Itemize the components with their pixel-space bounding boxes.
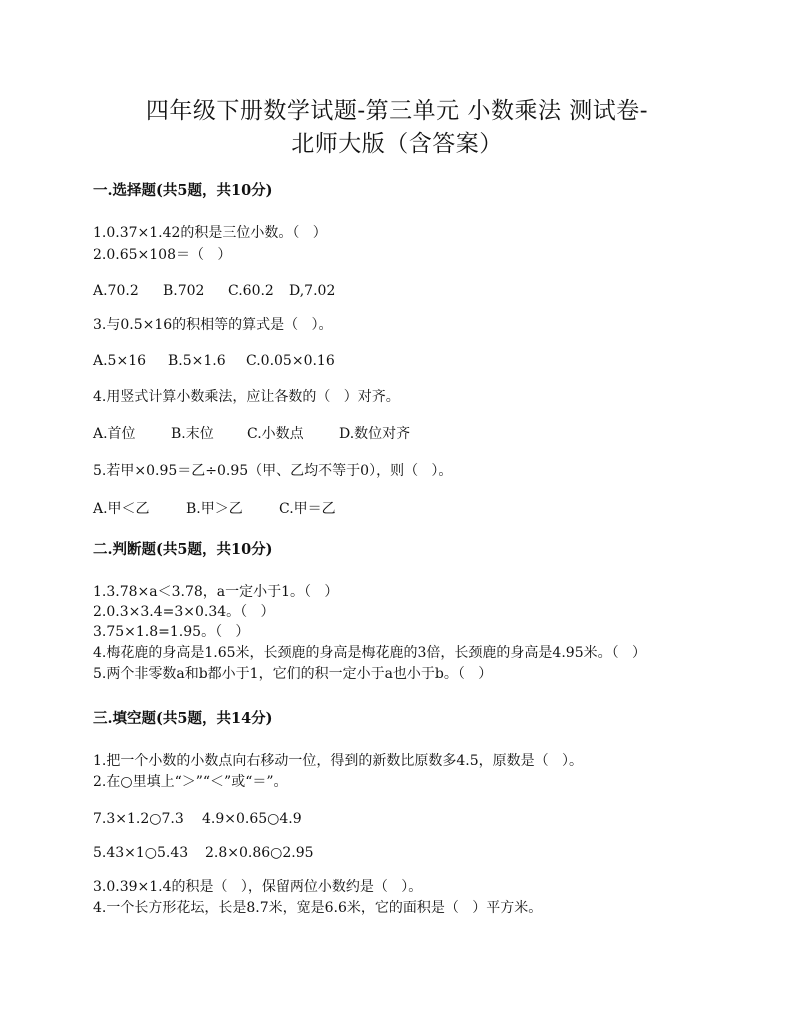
s3-q2-item: 7.3×1.2○7.3	[93, 811, 184, 827]
s1-q2-option-a: A.70.2	[93, 283, 139, 299]
s1-q3-option-a: A.5×16	[93, 353, 147, 369]
s3-question-4: 4.一个长方形花坛，长是8.7米，宽是6.6米，它的面积是（ ）平方米。	[93, 900, 543, 916]
s1-q2-option-b: B.702	[163, 283, 205, 299]
s3-question-1: 1.把一个小数的小数点向右移动一位，得到的新数比原数多4.5，原数是（ ）。	[93, 753, 583, 769]
s1-question-1: 1.0.37×1.42的积是三位小数。（ ）	[93, 225, 327, 241]
s2-question-4: 4.梅花鹿的身高是1.65米，长颈鹿的身高是梅花鹿的3倍，长颈鹿的身高是4.95米。（ ）	[93, 645, 646, 661]
s3-q2-item: 2.8×0.86○2.95	[205, 845, 314, 861]
section1-heading: 一.选择题(共5题，共10分)	[93, 182, 273, 199]
s1-q2-option-c: C.60.2	[228, 283, 274, 299]
s1-q4-option-b: B.末位	[171, 426, 214, 442]
s1-q5-option-b: B.甲＞乙	[186, 501, 243, 517]
s1-question-4: 4.用竖式计算小数乘法，应让各数的（ ）对齐。	[93, 389, 400, 405]
s1-q4-option-a: A.首位	[93, 426, 136, 442]
s1-q4-option-c: C.小数点	[247, 426, 304, 442]
s2-question-3: 3.75×1.8=1.95。（ ）	[93, 624, 250, 640]
section2-heading: 二.判断题(共5题，共10分)	[93, 541, 273, 558]
s1-q5-option-c: C.甲＝乙	[279, 501, 336, 517]
page-title-line2: 北师大版（含答案）	[291, 131, 503, 157]
s2-question-2: 2.0.3×3.4=3×0.34。（ ）	[93, 604, 275, 620]
s3-q2-item: 4.9×0.65○4.9	[202, 811, 302, 827]
s1-q5-option-a: A.甲＜乙	[93, 501, 150, 517]
s1-q3-option-c: C.0.05×0.16	[246, 353, 335, 369]
s3-question-3: 3.0.39×1.4的积是（ ），保留两位小数约是（ ）。	[93, 879, 423, 895]
s1-question-2: 2.0.65×108＝（ ）	[93, 247, 232, 263]
s3-question-2: 2.在○里填上“＞”“＜”或“＝”。	[93, 774, 288, 790]
section3-heading: 三.填空题(共5题，共14分)	[93, 710, 273, 727]
s1-question-3: 3.与0.5×16的积相等的算式是（ ）。	[93, 317, 333, 333]
s2-question-1: 1.3.78×a＜3.78，a一定小于1。（ ）	[93, 584, 339, 600]
page-title-line1: 四年级下册数学试题-第三单元 小数乘法 测试卷-	[145, 98, 649, 124]
s3-q2-item: 5.43×1○5.43	[93, 845, 189, 861]
s1-q4-option-d: D.数位对齐	[339, 426, 411, 442]
s1-q3-option-b: B.5×1.6	[168, 353, 226, 369]
s2-question-5: 5.两个非零数a和b都小于1，它们的积一定小于a也小于b。（ ）	[93, 666, 493, 682]
s1-q2-option-d: D,7.02	[289, 283, 336, 299]
s1-question-5: 5.若甲×0.95＝乙÷0.95（甲、乙均不等于0），则（ ）。	[93, 463, 453, 479]
